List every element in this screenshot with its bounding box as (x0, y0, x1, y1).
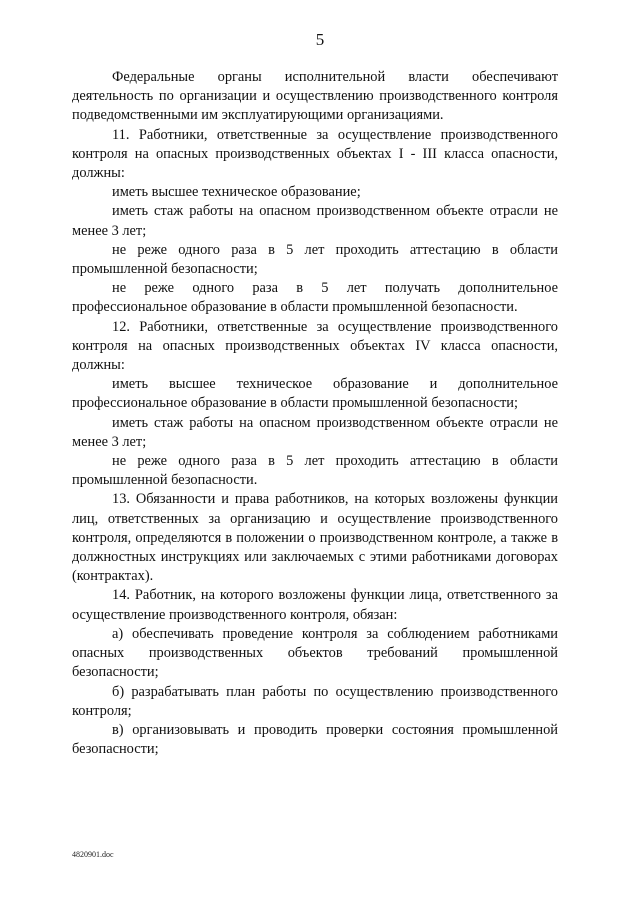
list-item: иметь высшее техническое образование и дополнительное профессиональное образование в области промышленной безопасности; (72, 376, 558, 412)
list-item: не реже одного раза в 5 лет получать дополнительное профессиональное образование в области промышленной безопасности. (72, 280, 558, 316)
paragraph-13: 13. Обязанности и права работников, на которых возложены функции лиц, ответственных за организацию и осуществление производственного контроля, определяются в положении о производственном контроле, а также в должностных инструкциях или заключаемых с этими работниками договорах (контрактах). (72, 491, 558, 585)
document-body (72, 68, 558, 759)
paragraph: Федеральные органы исполнительной власти обеспечивают деятельность по организации и осуществлению производственного контроля подведомственными им эксплуатирующими организациями. (72, 69, 558, 124)
list-item: иметь стаж работы на опасном производственном объекте отрасли не менее 3 лет; (72, 203, 558, 239)
paragraph-14: 14. Работник, на которого возложены функции лица, ответственного за осуществление производственного контроля, обязан: (72, 587, 558, 623)
document-file-code: 4820901.doc (72, 850, 114, 859)
list-item: не реже одного раза в 5 лет проходить аттестацию в области промышленной безопасности; (72, 241, 558, 278)
list-item-a: а) обеспечивать проведение контроля за соблюдением работниками опасных производственных объектов требований промышленной безопасности; (72, 625, 558, 681)
list-item-b: б) разрабатывать план работы по осуществлению производственного контроля; (72, 683, 558, 719)
paragraph-12: 12. Работники, ответственные за осуществление производственного контроля на опасных производственных объектах IV класса опасности, должны: (72, 318, 558, 374)
list-item: иметь стаж работы на опасном производственном объекте отрасли не менее 3 лет; (72, 414, 558, 450)
paragraph-11: 11. Работники, ответственные за осуществление производственного контроля на опасных производственных объектах I - III класса опасности, должны: (72, 126, 558, 182)
list-item: иметь высшее техническое образование; (112, 184, 361, 201)
list-item: не реже одного раза в 5 лет проходить аттестацию в области промышленной безопасности. (72, 453, 558, 489)
list-item-v: в) организовывать и проводить проверки состояния промышленной безопасности; (72, 721, 558, 758)
page-number: 5 (315, 30, 325, 49)
